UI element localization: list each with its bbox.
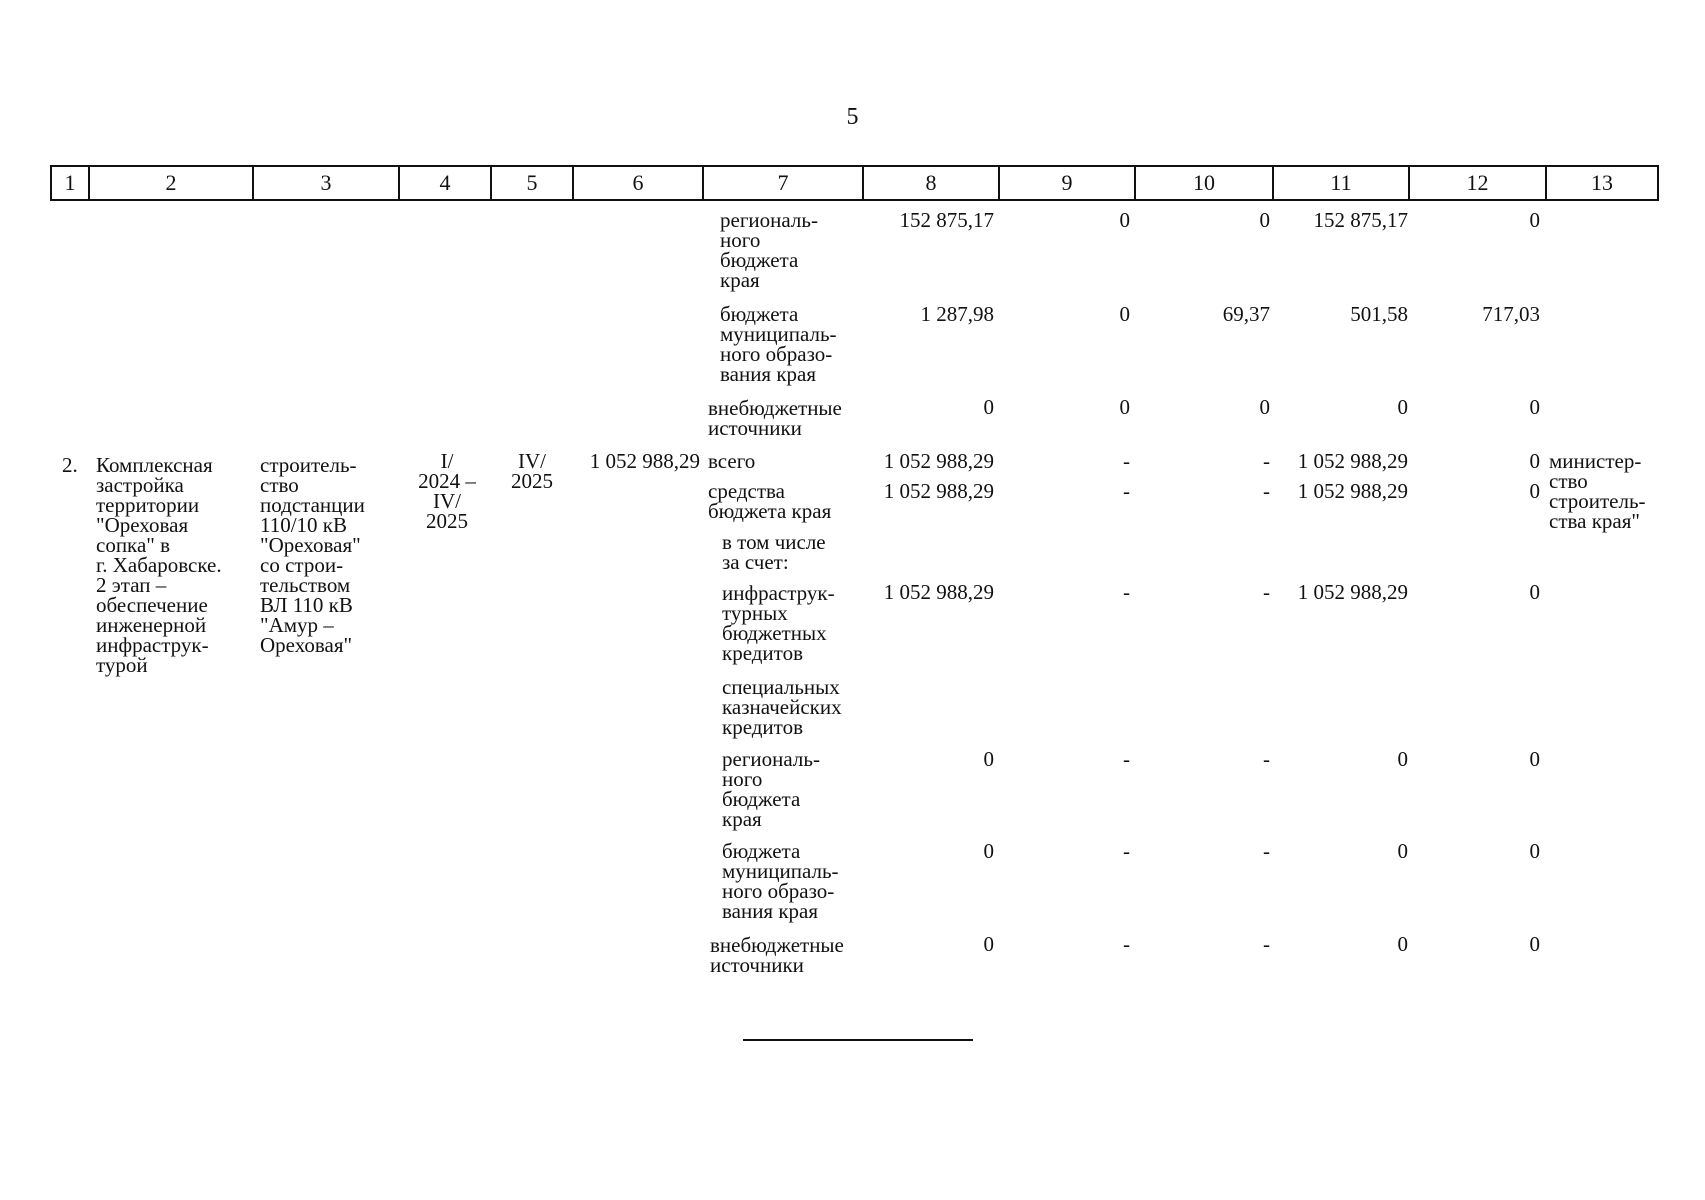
row-label: в том числе за счет: xyxy=(722,530,826,574)
item-number: 2. xyxy=(62,453,78,477)
cell-col-10: 0 xyxy=(1259,208,1270,232)
cell-col-12: 0 xyxy=(1529,932,1540,956)
cell-col-8: 1 052 988,29 xyxy=(883,580,994,604)
header-col-4: 4 xyxy=(398,167,490,199)
header-col-2: 2 xyxy=(88,167,252,199)
cell-col-11: 0 xyxy=(1397,839,1408,863)
cell-col-9: 0 xyxy=(1119,302,1130,326)
header-col-1: 1 xyxy=(64,170,76,195)
cell-col-8: 0 xyxy=(983,839,994,863)
header-col-8: 8 xyxy=(862,167,998,199)
cell-col-9: - xyxy=(1123,839,1130,863)
header-col-6: 6 xyxy=(572,167,702,199)
cell-col-9: 0 xyxy=(1119,208,1130,232)
cell-col-11: 1 052 988,29 xyxy=(1297,479,1408,503)
cell-col-9: - xyxy=(1123,449,1130,473)
cell-col-12: 0 xyxy=(1529,395,1540,419)
cell-col-10: - xyxy=(1263,932,1270,956)
header-col-10: 10 xyxy=(1134,167,1272,199)
cell-col-10: 0 xyxy=(1259,395,1270,419)
header-col-5: 5 xyxy=(490,167,572,199)
cell-col-12: 0 xyxy=(1529,580,1540,604)
cell-col-11: 1 052 988,29 xyxy=(1297,580,1408,604)
cell-col-11: 0 xyxy=(1397,747,1408,771)
cell-col-12: 0 xyxy=(1529,839,1540,863)
cell-col-9: - xyxy=(1123,747,1130,771)
item-name: Комплексная застройка территории "Ореховая сопка" в г. Хабаровске. 2 этап – обеспечение инженерной инфраструк- турой xyxy=(96,453,222,677)
cell-col-11: 1 052 988,29 xyxy=(1297,449,1408,473)
cell-col-8: 0 xyxy=(983,395,994,419)
cell-col-12: 0 xyxy=(1529,479,1540,503)
cell-col-10: - xyxy=(1263,747,1270,771)
row-label: всего xyxy=(708,449,756,473)
row-label: бюджета муниципаль- ного образо- вания края xyxy=(722,839,839,923)
row-label: средства бюджета края xyxy=(708,479,832,523)
header-col-7: 7 xyxy=(702,167,862,199)
cell-col-8: 1 052 988,29 xyxy=(883,449,994,473)
cell-col-11: 0 xyxy=(1397,932,1408,956)
item-responsible: министер- ство строитель- ства края" xyxy=(1549,449,1646,533)
cell-col-8: 0 xyxy=(983,932,994,956)
header-col-13: 13 xyxy=(1545,167,1657,199)
header-col-12: 12 xyxy=(1408,167,1545,199)
row-label: бюджета муниципаль- ного образо- вания края xyxy=(720,302,837,386)
row-label: внебюджетные источники xyxy=(710,933,844,977)
cell-col-9: - xyxy=(1123,580,1130,604)
item-start-period: I/ 2024 – IV/ 2025 xyxy=(418,449,476,533)
item-end-period: IV/ 2025 xyxy=(511,449,553,493)
cell-col-8: 152 875,17 xyxy=(899,208,994,232)
cell-col-10: - xyxy=(1263,580,1270,604)
row-label: региональ- ного бюджета края xyxy=(722,747,820,831)
cell-col-9: 0 xyxy=(1119,395,1130,419)
cell-col-12: 0 xyxy=(1529,449,1540,473)
cell-col-12: 717,03 xyxy=(1482,302,1540,326)
cell-col-10: - xyxy=(1263,449,1270,473)
cell-col-8: 0 xyxy=(983,747,994,771)
page-number: 5 xyxy=(846,104,859,130)
cell-col-10: 69,37 xyxy=(1222,302,1270,326)
cell-col-8: 1 052 988,29 xyxy=(883,479,994,503)
cell-col-8: 1 287,98 xyxy=(920,302,994,326)
cell-col-11: 152 875,17 xyxy=(1313,208,1408,232)
header-col-11: 11 xyxy=(1272,167,1408,199)
row-label: региональ- ного бюджета края xyxy=(720,208,818,292)
item-work: строитель- ство подстанции 110/10 кВ "Ореховая" со строи- тельством ВЛ 110 кВ "Амур – Ореховая" xyxy=(260,453,365,657)
cell-col-11: 0 xyxy=(1397,395,1408,419)
cell-col-11: 501,58 xyxy=(1350,302,1408,326)
closing-rule xyxy=(743,1039,973,1041)
cell-col-12: 0 xyxy=(1529,747,1540,771)
table-header xyxy=(50,165,1659,201)
row-label: инфраструк- турных бюджетных кредитов xyxy=(722,581,835,665)
cell-col-9: - xyxy=(1123,932,1130,956)
header-col-9: 9 xyxy=(998,167,1134,199)
cell-col-10: - xyxy=(1263,479,1270,503)
header-col-3: 3 xyxy=(252,167,398,199)
cell-col-10: - xyxy=(1263,839,1270,863)
row-label: внебюджетные источники xyxy=(708,396,842,440)
cell-col-9: - xyxy=(1123,479,1130,503)
cell-col-12: 0 xyxy=(1529,208,1540,232)
item-cost: 1 052 988,29 xyxy=(589,449,700,473)
row-label: специальных казначейских кредитов xyxy=(722,675,842,739)
